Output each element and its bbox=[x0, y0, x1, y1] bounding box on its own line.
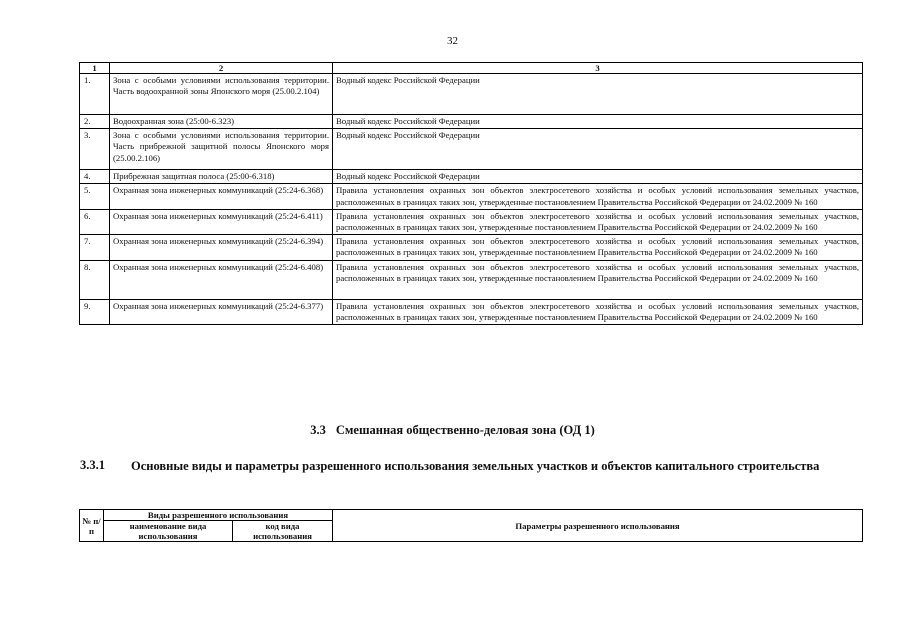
row-number-cell: 2. bbox=[80, 115, 110, 129]
table-row bbox=[80, 115, 863, 129]
col-number-header: № п/п bbox=[80, 510, 104, 542]
zone-name-cell: Водоохранная зона (25:00-6.323) bbox=[110, 115, 333, 129]
section-title: Смешанная общественно-деловая зона (ОД 1) bbox=[335, 423, 595, 437]
table-row bbox=[80, 260, 863, 299]
legal-basis-cell: Водный кодекс Российской Федерации bbox=[333, 170, 863, 184]
zone-name-cell: Охранная зона инженерных коммуникаций (25:24-6.411) bbox=[110, 209, 333, 234]
subsection-number: 3.3.1 bbox=[80, 458, 105, 472]
header-cell: 1 bbox=[80, 63, 110, 74]
legal-basis-cell: Правила установления охранных зон объектов электросетевого хозяйства и особых условий использования земельных участков, расположенных в границах таких зон, утвержденные постановлением Правительства Российской Федерации от 24.02.2009 № 160 bbox=[333, 260, 863, 299]
table-row bbox=[80, 299, 863, 324]
row-number-cell: 9. bbox=[80, 299, 110, 324]
restrictions-table bbox=[79, 62, 863, 325]
header-cell: 2 bbox=[110, 63, 333, 74]
table-row bbox=[80, 74, 863, 115]
land-use-table bbox=[79, 509, 863, 542]
legal-basis-cell: Правила установления охранных зон объектов электросетевого хозяйства и особых условий использования земельных участков, расположенных в границах таких зон, утвержденные постановлением Правительства Российской Федерации от 24.02.2009 № 160 bbox=[333, 209, 863, 234]
row-number-cell: 4. bbox=[80, 170, 110, 184]
row-number-cell: 3. bbox=[80, 129, 110, 170]
zone-name-cell: Прибрежная защитная полоса (25:00-6.318) bbox=[110, 170, 333, 184]
legal-basis-cell: Правила установления охранных зон объектов электросетевого хозяйства и особых условий использования земельных участков, расположенных в границах таких зон, утвержденные постановлением Правительства Российской Федерации от 24.02.2009 № 160 bbox=[333, 299, 863, 324]
row-number-cell: 1. bbox=[80, 74, 110, 115]
table-row bbox=[80, 235, 863, 260]
row-number-cell: 7. bbox=[80, 235, 110, 260]
row-number-cell: 5. bbox=[80, 184, 110, 209]
zone-name-cell: Охранная зона инженерных коммуникаций (25:24-6.368) bbox=[110, 184, 333, 209]
use-types-group-header: Виды разрешенного использования bbox=[104, 510, 333, 521]
legal-basis-cell: Правила установления охранных зон объектов электросетевого хозяйства и особых условий использования земельных участков, расположенных в границах таких зон, утвержденные постановлением Правительства Российской Федерации от 24.02.2009 № 160 bbox=[333, 235, 863, 260]
subsection-title: Основные виды и параметры разрешенного использования земельных участков и объектов капитального строительства bbox=[131, 459, 820, 473]
row-number-cell: 6. bbox=[80, 209, 110, 234]
table-header-row bbox=[80, 63, 863, 74]
params-header: Параметры разрешенного использования bbox=[333, 510, 863, 542]
table-row bbox=[80, 170, 863, 184]
legal-basis-cell: Правила установления охранных зон объектов электросетевого хозяйства и особых условий использования земельных участков, расположенных в границах таких зон, утвержденные постановлением Правительства Российской Федерации от 24.02.2009 № 160 bbox=[333, 184, 863, 209]
section-heading bbox=[0, 423, 905, 438]
use-name-header: наименование вида использования bbox=[104, 521, 233, 542]
zone-name-cell: Зона с особыми условиями использования территории. Часть водоохранной зоны Японского моря (25.00.2.104) bbox=[110, 74, 333, 115]
zone-name-cell: Охранная зона инженерных коммуникаций (25:24-6.408) bbox=[110, 260, 333, 299]
zone-name-cell: Охранная зона инженерных коммуникаций (25:24-6.394) bbox=[110, 235, 333, 260]
zone-name-cell: Зона с особыми условиями использования территории. Часть прибрежной защитной полосы Японского моря (25.00.2.106) bbox=[110, 129, 333, 170]
table-row bbox=[80, 184, 863, 209]
legal-basis-cell: Водный кодекс Российской Федерации bbox=[333, 74, 863, 115]
header-cell: 3 bbox=[333, 63, 863, 74]
zone-name-cell: Охранная зона инженерных коммуникаций (25:24-6.377) bbox=[110, 299, 333, 324]
page-number: 32 bbox=[447, 35, 458, 47]
section-number: 3.3 bbox=[310, 423, 326, 437]
table-row bbox=[80, 209, 863, 234]
table-row bbox=[80, 129, 863, 170]
row-number-cell: 8. bbox=[80, 260, 110, 299]
legal-basis-cell: Водный кодекс Российской Федерации bbox=[333, 115, 863, 129]
legal-basis-cell: Водный кодекс Российской Федерации bbox=[333, 129, 863, 170]
use-code-header: код вида использования bbox=[233, 521, 333, 542]
